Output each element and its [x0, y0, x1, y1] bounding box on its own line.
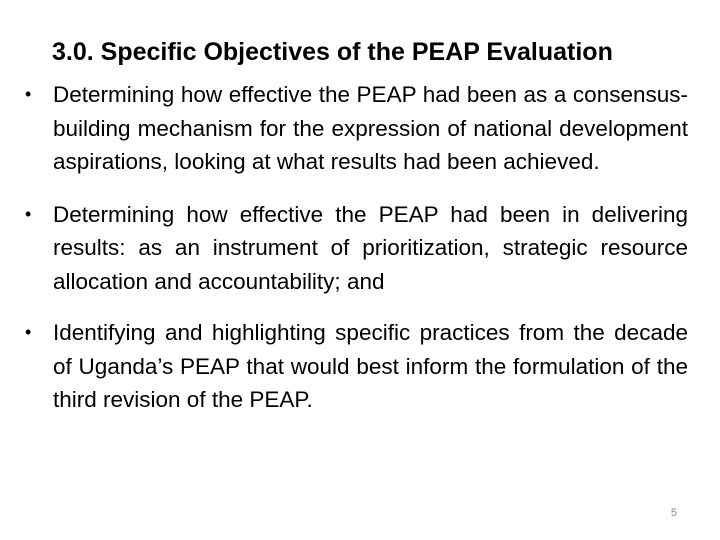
bullet-icon: •	[25, 84, 32, 104]
bullet-text: Determining how effective the PEAP had been as a consensus-building mechanism for the expression of national development aspirations, looking at what results had been achieved.	[53, 82, 688, 174]
bullet-text: Identifying and highlighting specific practices from the decade of Uganda’s PEAP that would best inform the formulation of the third revision of the PEAP.	[53, 320, 688, 412]
page-number: 5	[670, 507, 677, 519]
bullet-item	[0, 316, 720, 417]
bullet-text: Determining how effective the PEAP had been in delivering results: as an instrument of prioritization, strategic resource allocation and accountability; and	[53, 201, 688, 294]
bullet-item	[0, 198, 720, 299]
bullet-list	[0, 78, 720, 436]
bullet-icon: •	[25, 322, 32, 342]
bullet-icon: •	[25, 203, 32, 224]
bullet-item	[0, 78, 720, 179]
slide-title: 3.0. Specific Objectives of the PEAP Evaluation	[52, 38, 613, 66]
